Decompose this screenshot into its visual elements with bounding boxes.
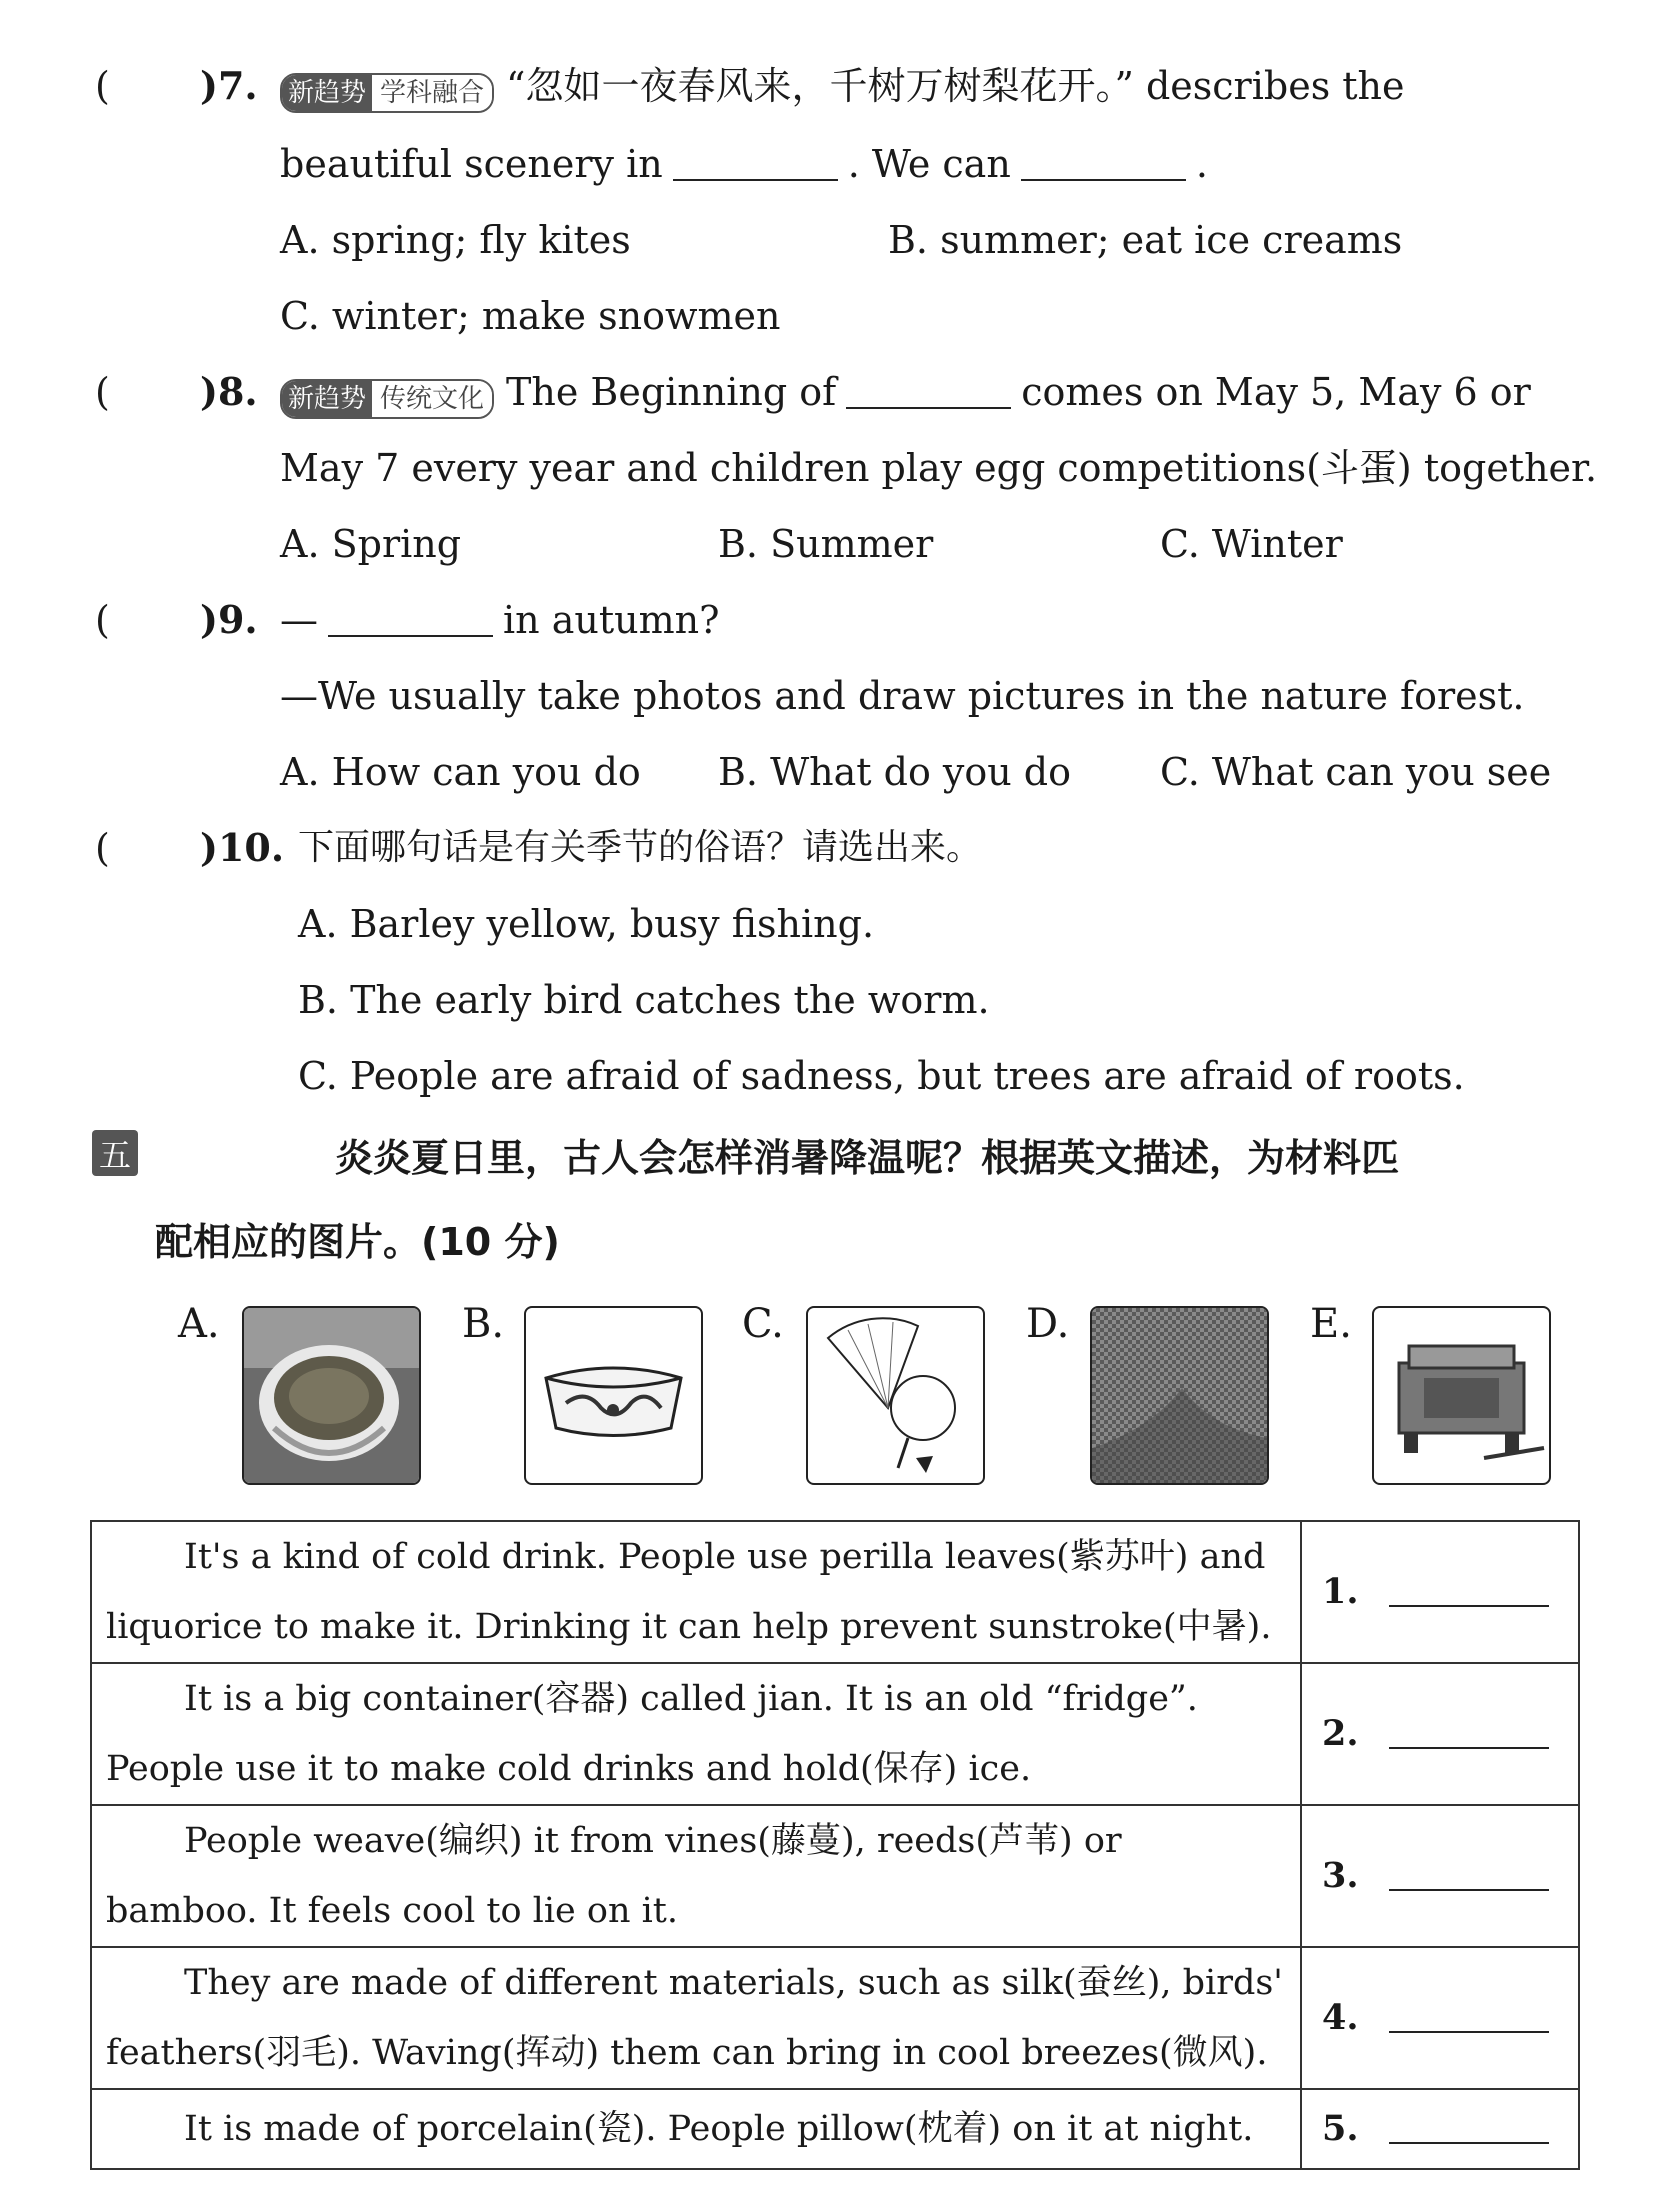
row4-line2: feathers(羽毛). Waving(挥动) them can bring in cool breezes(微风). xyxy=(106,2033,1268,2073)
row2-answer-blank[interactable] xyxy=(1389,1719,1549,1749)
porcelain-pillow-image xyxy=(524,1306,703,1485)
q7-option-a: A. spring; fly kites xyxy=(280,218,631,262)
table-row xyxy=(91,2089,1579,2169)
q9-option-c: C. What can you see xyxy=(1160,750,1552,794)
q7-line2-b: . We can xyxy=(847,142,1011,186)
section5-title-line1: 炎炎夏日里，古人会怎样消暑降温呢？根据英文描述，为材料匹 xyxy=(335,1136,1400,1180)
table-row xyxy=(91,1947,1579,2089)
q9-dash: — xyxy=(280,598,318,642)
row4-line1: They are made of different materials, such as silk(蚕丝), birds' xyxy=(184,1963,1283,2003)
q7-option-b: B. summer; eat ice creams xyxy=(888,218,1403,262)
row5-number: 5. xyxy=(1322,2108,1359,2149)
row1-number: 1. xyxy=(1322,1571,1359,1612)
q9-stem-line1 xyxy=(280,596,719,644)
q7-tag-value: 学科融合 xyxy=(372,75,492,111)
table-row xyxy=(91,1663,1579,1805)
row4-answer-blank[interactable] xyxy=(1389,2003,1549,2033)
q7-line2-c: . xyxy=(1195,142,1208,186)
q9-option-b: B. What do you do xyxy=(718,750,1072,794)
picture-label-c: C. xyxy=(742,1301,784,1347)
section-five-icon: 五 xyxy=(92,1130,138,1176)
q8-paren-close: ) xyxy=(200,369,218,414)
table-row xyxy=(91,1521,1579,1663)
q9-paren-open: ( xyxy=(95,598,110,642)
q10-number xyxy=(200,824,284,872)
row1-line1: It's a kind of cold drink. People use perilla leaves(紫苏叶) and xyxy=(184,1537,1266,1577)
matching-table xyxy=(90,1520,1580,2170)
q7-line2-a: beautiful scenery in xyxy=(280,142,663,186)
q9-paren-close: ) xyxy=(200,597,218,642)
q10-option-b: B. The early bird catches the worm. xyxy=(298,978,990,1022)
fans-image xyxy=(806,1306,985,1485)
row3-answer-blank[interactable] xyxy=(1389,1861,1549,1891)
row2-description xyxy=(91,1663,1301,1805)
q7-blank-2[interactable] xyxy=(1021,149,1186,181)
row1-line2: liquorice to make it. Drinking it can help prevent sunstroke(中暑). xyxy=(106,1607,1272,1647)
tea-cup-image xyxy=(242,1306,421,1485)
q7-blank-1[interactable] xyxy=(673,149,838,181)
q7-line1-text: “忽如一夜春风来，千树万树梨花开。” describes the xyxy=(506,64,1405,108)
picture-label-b: B. xyxy=(462,1301,505,1347)
q8-tag-key: 新趋势 xyxy=(282,381,372,417)
q8-option-a: A. Spring xyxy=(280,522,462,566)
q9-line1-b: in autumn? xyxy=(503,598,720,642)
q9-number xyxy=(200,596,258,644)
q7-tag-key: 新趋势 xyxy=(282,75,372,111)
q7-stem-line1 xyxy=(280,62,1405,113)
row4-description xyxy=(91,1947,1301,2089)
q8-stem-line2: May 7 every year and children play egg competitions(斗蛋) together. xyxy=(280,446,1598,490)
q8-number xyxy=(200,368,258,416)
q9-option-a: A. How can you do xyxy=(280,750,641,794)
row5-description xyxy=(91,2089,1301,2169)
q10-stem: 下面哪句话是有关季节的俗语？请选出来。 xyxy=(298,827,983,868)
row5-answer-blank[interactable] xyxy=(1389,2114,1549,2144)
table-row xyxy=(91,1805,1579,1947)
q8-line1-a: The Beginning of xyxy=(506,370,837,414)
row2-line1: It is a big container(容器) called jian. It is an old “fridge”. xyxy=(184,1679,1198,1719)
q10-paren-open: ( xyxy=(95,826,110,870)
picture-label-a: A. xyxy=(178,1301,220,1347)
row4-answer[interactable] xyxy=(1301,1947,1579,2089)
q7-paren-open: ( xyxy=(95,64,110,108)
picture-label-e: E. xyxy=(1310,1301,1352,1347)
row2-number: 2. xyxy=(1322,1713,1359,1754)
row5-answer[interactable] xyxy=(1301,2089,1579,2169)
q7-stem-line2 xyxy=(280,140,1208,188)
row4-number: 4. xyxy=(1322,1997,1359,2038)
q9-blank[interactable] xyxy=(328,605,493,637)
row1-description xyxy=(91,1521,1301,1663)
q10-option-c: C. People are afraid of sadness, but trees are afraid of roots. xyxy=(298,1054,1465,1098)
row3-number: 3. xyxy=(1322,1855,1359,1896)
row2-line2: People use it to make cold drinks and hold(保存) ice. xyxy=(106,1749,1032,1789)
q8-blank[interactable] xyxy=(846,377,1011,409)
q10-paren-close: ) xyxy=(200,825,218,870)
q7-number xyxy=(200,62,258,110)
row3-line2: bamboo. It feels cool to lie on it. xyxy=(106,1891,678,1931)
q10-option-a: A. Barley yellow, busy fishing. xyxy=(298,902,875,946)
q8-tag-value: 传统文化 xyxy=(372,381,492,417)
row3-description xyxy=(91,1805,1301,1947)
q8-tag xyxy=(280,379,494,419)
q8-option-c: C. Winter xyxy=(1160,522,1343,566)
row3-answer[interactable] xyxy=(1301,1805,1579,1947)
q9-number-text: 9. xyxy=(217,597,258,642)
row2-answer[interactable] xyxy=(1301,1663,1579,1805)
q9-stem-line2: —We usually take photos and draw pictures in the nature forest. xyxy=(280,674,1525,718)
q7-paren-close: ) xyxy=(200,63,218,108)
q10-number-text: 10. xyxy=(217,825,285,870)
q7-tag xyxy=(280,73,494,113)
q8-paren-open: ( xyxy=(95,370,110,414)
row1-answer-blank[interactable] xyxy=(1389,1577,1549,1607)
row3-line1: People weave(编织) it from vines(藤蔓), reeds(芦苇) or xyxy=(184,1821,1122,1861)
q7-option-c: C. winter; make snowmen xyxy=(280,294,781,338)
q7-number-text: 7. xyxy=(217,63,258,108)
q8-number-text: 8. xyxy=(217,369,258,414)
q8-stem-line1 xyxy=(280,368,1531,419)
q8-line1-b: comes on May 5, May 6 or xyxy=(1021,370,1531,414)
row5-line1: It is made of porcelain(瓷). People pillow(枕着) on it at night. xyxy=(184,2109,1254,2149)
picture-label-d: D. xyxy=(1026,1301,1070,1347)
woven-mat-image xyxy=(1090,1306,1269,1485)
row1-answer[interactable] xyxy=(1301,1521,1579,1663)
q8-option-b: B. Summer xyxy=(718,522,934,566)
section5-title-line2: 配相应的图片。(10 分) xyxy=(155,1220,560,1264)
bronze-container-image xyxy=(1372,1306,1551,1485)
